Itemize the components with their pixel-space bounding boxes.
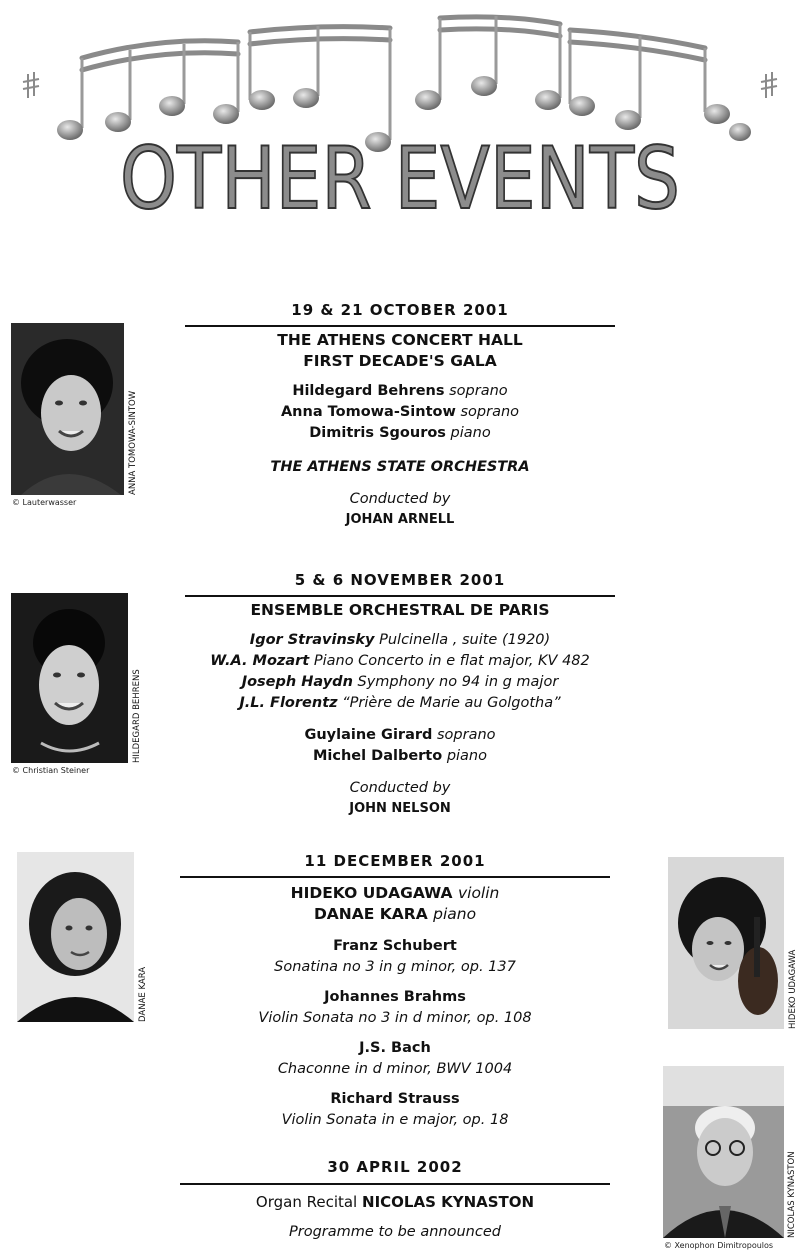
photo-hideko-udagawa bbox=[668, 857, 784, 1029]
performer: HIDEKO UDAGAWA violin bbox=[290, 884, 500, 902]
performer: Anna Tomowa-Sintow soprano bbox=[280, 404, 520, 420]
photo-danae-kara bbox=[17, 852, 134, 1022]
composer: Richard Strauss bbox=[330, 1091, 460, 1107]
work: Chaconne in d minor, BWV 1004 bbox=[277, 1061, 513, 1077]
event-2-details bbox=[185, 600, 615, 818]
event-name: THE ATHENS CONCERT HALL bbox=[277, 331, 523, 349]
portrait-image bbox=[11, 323, 124, 495]
photo-anna-tomowa-sintow bbox=[11, 323, 124, 495]
conductor: JOHN NELSON bbox=[349, 801, 451, 816]
conducted-by-label: Conducted by bbox=[349, 780, 451, 796]
program-item: W.A. Mozart Piano Concerto in e flat major, KV 482 bbox=[210, 653, 590, 669]
photo-credit: © Lauterwasser bbox=[12, 498, 77, 507]
conducted-by-label: Conducted by bbox=[349, 491, 451, 507]
composer: Franz Schubert bbox=[333, 938, 457, 954]
event-name: ENSEMBLE ORCHESTRAL DE PARIS bbox=[250, 601, 550, 619]
performer: Guylaine Girard soprano bbox=[304, 727, 496, 743]
event-date: 30 APRIL 2002 bbox=[327, 1158, 463, 1176]
program-item: Joseph Haydn Symphony no 94 in g major bbox=[241, 674, 559, 690]
divider bbox=[185, 325, 615, 327]
event-3 bbox=[180, 851, 610, 871]
program-item: Igor Stravinsky Pulcinella , suite (1920) bbox=[249, 632, 551, 648]
photo-label: DANAE KARA bbox=[138, 966, 148, 1022]
event-2 bbox=[185, 570, 615, 590]
programme-note: Programme to be announced bbox=[289, 1224, 501, 1240]
photo-label: NICOLAS KYNASTON bbox=[787, 1151, 797, 1238]
orchestra: THE ATHENS STATE ORCHESTRA bbox=[270, 459, 530, 475]
work: Violin Sonata in e major, op. 18 bbox=[281, 1112, 509, 1128]
photo-label: HIDEKO UDAGAWA bbox=[788, 949, 798, 1029]
photo-label: ANNA TOMOWA-SINTOW bbox=[128, 390, 138, 495]
performer: Michel Dalberto piano bbox=[312, 748, 487, 764]
event-date: 11 DECEMBER 2001 bbox=[304, 852, 486, 870]
work: Sonatina no 3 in g minor, op. 137 bbox=[274, 959, 516, 975]
program-item: J.L. Florentz “Prière de Marie au Golgotha” bbox=[239, 695, 561, 711]
divider bbox=[180, 876, 610, 878]
portrait-image bbox=[668, 857, 784, 1029]
composer: J.S. Bach bbox=[359, 1040, 431, 1056]
photo-credit: © Xenophon Dimitropoulos bbox=[664, 1241, 774, 1250]
event-3-details bbox=[180, 883, 610, 1131]
performer: DANAE KARA piano bbox=[313, 905, 477, 923]
event-name-line2: FIRST DECADE'S GALA bbox=[303, 352, 497, 370]
page-title: OTHER EVENTS bbox=[120, 129, 680, 229]
music-notes-decoration bbox=[0, 0, 800, 260]
photo-label: HILDEGARD BEHRENS bbox=[132, 669, 142, 763]
event-4 bbox=[180, 1157, 610, 1177]
event-1 bbox=[185, 300, 615, 320]
event-date: 5 & 6 NOVEMBER 2001 bbox=[294, 571, 506, 589]
photo-hildegard-behrens bbox=[11, 593, 128, 763]
recital-line: Organ Recital NICOLAS KYNASTON bbox=[255, 1193, 535, 1211]
portrait-image bbox=[17, 852, 134, 1022]
performer: Dimitris Sgouros piano bbox=[309, 425, 491, 441]
event-date: 19 & 21 OCTOBER 2001 bbox=[291, 301, 509, 319]
header-banner bbox=[0, 0, 800, 260]
composer: Johannes Brahms bbox=[324, 989, 466, 1005]
divider bbox=[180, 1183, 610, 1185]
photo-credit: © Christian Steiner bbox=[12, 766, 90, 775]
portrait-image bbox=[663, 1066, 784, 1238]
portrait-image bbox=[11, 593, 128, 763]
divider bbox=[185, 595, 615, 597]
photo-nicolas-kynaston bbox=[663, 1066, 784, 1238]
performer: Hildegard Behrens soprano bbox=[292, 383, 508, 399]
work: Violin Sonata no 3 in d minor, op. 108 bbox=[258, 1010, 532, 1026]
event-4-details bbox=[180, 1192, 610, 1243]
conductor: JOHAN ARNELL bbox=[345, 512, 455, 527]
event-1-details bbox=[185, 330, 615, 529]
